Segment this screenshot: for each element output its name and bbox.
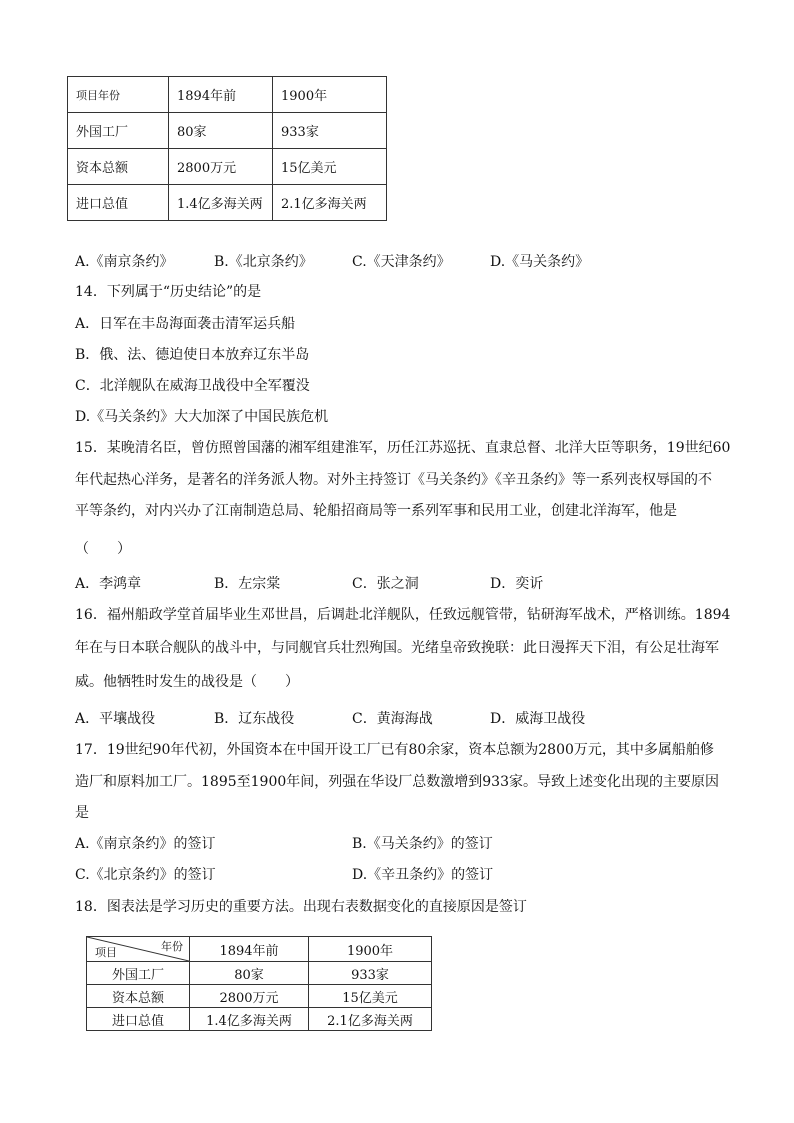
table-cell: 1900年	[273, 77, 387, 113]
q15-stem-line-1: 15．某晚清名臣，曾仿照曾国藩的湘军组建淮军，历任江苏巡抚、直隶总督、北洋大臣等职务，19世纪60	[75, 440, 731, 456]
table-cell: 进口总值	[87, 1008, 190, 1031]
q16-stem-line-1: 16．福州船政学堂首届毕业生邓世昌，后调赴北洋舰队，任致远舰管带，钻研海军战术，严格训练。1894	[75, 607, 731, 623]
table-row	[87, 962, 432, 985]
q14-stem: 14．下列属于“历史结论”的是	[75, 284, 262, 300]
q17-option-b: B.《马关条约》的签订	[352, 836, 493, 852]
q15-option-d: D．奕䜣	[490, 576, 544, 592]
q17-stem-line-3: 是	[75, 805, 89, 821]
table-cell: 进口总值	[68, 185, 169, 221]
table-cell: 80家	[190, 962, 309, 985]
data-table-2	[86, 936, 432, 1031]
table-row	[68, 185, 387, 221]
table-cell: 1.4亿多海关两	[169, 185, 273, 221]
q15-option-b: B．左宗棠	[214, 576, 281, 592]
q16-option-b: B．辽东战役	[214, 711, 295, 727]
table-cell: 15亿美元	[309, 985, 432, 1008]
q13-option-a: A.《南京条约》	[75, 254, 174, 270]
table-cell: 1894年前	[169, 77, 273, 113]
header-corner-year: 年份	[161, 940, 183, 953]
q17-stem-line-2: 造厂和原料加工厂。1895至1900年间，列强在华设厂总数激增到933家。导致上述变化出现的主要原因	[75, 774, 719, 790]
table-cell: 1900年	[309, 937, 432, 962]
q14-option-d: D.《马关条约》大大加深了中国民族危机	[75, 409, 329, 425]
q16-option-d: D．威海卫战役	[490, 711, 586, 727]
q15-option-a: A．李鸿章	[75, 576, 142, 592]
q14-option-c: C．北洋舰队在威海卫战役中全军覆没	[75, 378, 310, 394]
q15-stem-line-3: 平等条约，对内兴办了江南制造总局、轮船招商局等一系列军事和民用工业，创建北洋海军，他是	[75, 503, 677, 519]
table-cell: 15亿美元	[273, 149, 387, 185]
q15-answer-blank: （ ）	[75, 541, 131, 557]
q15-option-c: C．张之洞	[352, 576, 419, 592]
q17-option-c: C.《北京条约》的签订	[75, 867, 216, 883]
table-cell: 资本总额	[68, 149, 169, 185]
table-cell: 1.4亿多海关两	[190, 1008, 309, 1031]
table-cell: 项目年份	[68, 77, 169, 113]
q13-option-c: C.《天津条约》	[352, 254, 451, 270]
q16-stem-line-3: 威。他牺牲时发生的战役是（ ）	[75, 674, 299, 690]
table-cell: 2.1亿多海关两	[309, 1008, 432, 1031]
table-cell: 1894年前	[190, 937, 309, 962]
q16-option-a: A．平壤战役	[75, 711, 156, 727]
q14-option-a: A．日军在丰岛海面袭击清军运兵船	[75, 316, 296, 332]
q13-option-d: D.《马关条约》	[490, 254, 590, 270]
header-corner-item: 项目	[95, 946, 117, 959]
table-row	[87, 1008, 432, 1031]
q16-option-c: C．黄海海战	[352, 711, 433, 727]
q16-stem-line-2: 年在与日本联合舰队的战斗中，与同舰官兵壮烈殉国。光绪皇帝致挽联：此日漫挥天下泪，有公足壮海军	[75, 640, 719, 656]
table-cell: 80家	[169, 113, 273, 149]
table-header-row	[87, 937, 432, 962]
table-cell: 2800万元	[190, 985, 309, 1008]
table-cell: 2.1亿多海关两	[273, 185, 387, 221]
q15-stem-line-2: 年代起热心洋务，是著名的洋务派人物。对外主持签订《马关条约》《辛丑条约》等一系列丧权辱国的不	[75, 472, 712, 488]
table-cell: 2800万元	[169, 149, 273, 185]
table-row	[68, 113, 387, 149]
table-header-row	[68, 77, 387, 113]
table-cell: 外国工厂	[68, 113, 169, 149]
q17-option-a: A.《南京条约》的签订	[75, 836, 216, 852]
q13-option-b: B.《北京条约》	[214, 254, 313, 270]
table-row	[68, 149, 387, 185]
diagonal-header-cell	[87, 937, 190, 962]
q14-option-b: B．俄、法、德迫使日本放弃辽东半岛	[75, 347, 310, 363]
table-cell: 933家	[273, 113, 387, 149]
table-cell: 933家	[309, 962, 432, 985]
q17-stem-line-1: 17．19世纪90年代初，外国资本在中国开设工厂已有80余家，资本总额为2800万元，其中多属船舶修	[75, 742, 714, 758]
q17-option-d: D.《辛丑条约》的签订	[352, 867, 494, 883]
data-table-1	[67, 76, 387, 221]
table-row	[87, 985, 432, 1008]
table-cell: 外国工厂	[87, 962, 190, 985]
table-cell: 资本总额	[87, 985, 190, 1008]
q18-stem: 18．图表法是学习历史的重要方法。出现右表数据变化的直接原因是签订	[75, 899, 527, 915]
